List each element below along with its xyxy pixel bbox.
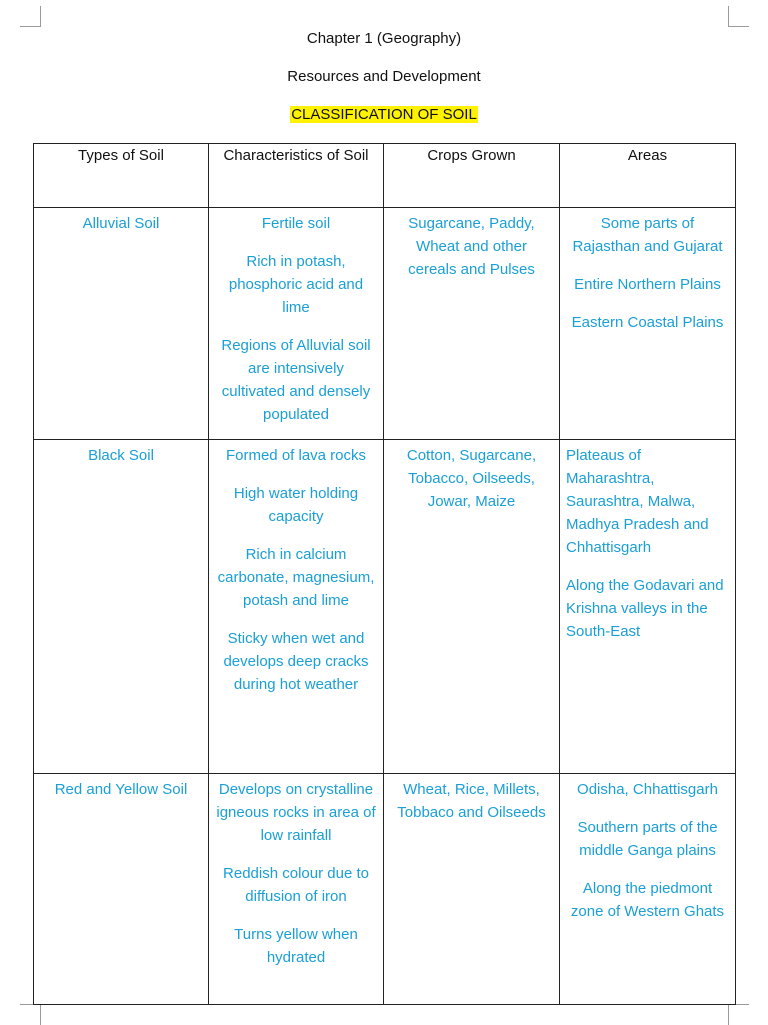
area-item: Entire Northern Plains (574, 276, 721, 293)
document-subtitle: Resources and Development (287, 68, 481, 85)
areas-cell (560, 208, 736, 440)
crops-item: Cotton, Sugarcane, Tobacco, Oilseeds, Jowar, Maize (406, 447, 537, 510)
crops-item: Wheat, Rice, Millets, Tobbaco and Oilseeds (397, 781, 546, 821)
area-item: Some parts of Rajasthan and Gujarat (572, 215, 723, 255)
area-item: Along the Godavari and Krishna valleys in the South-East (566, 577, 724, 640)
characteristic-item: Turns yellow when hydrated (234, 926, 358, 966)
table-row-black-soil (34, 440, 736, 774)
characteristics-cell (209, 208, 384, 440)
document-title: Chapter 1 (Geography) (306, 30, 462, 47)
soil-type-name: Red and Yellow Soil (54, 781, 188, 798)
soil-type-cell (34, 774, 209, 1005)
soil-type-cell (34, 208, 209, 440)
soil-type-name: Black Soil (88, 447, 154, 464)
characteristic-item: Regions of Alluvial soil are intensively cultivated and densely populated (221, 337, 371, 423)
characteristic-item: Sticky when wet and develops deep cracks during hot weather (223, 630, 369, 693)
area-item: Plateaus of Maharashtra, Saurashtra, Malwa, Madhya Pradesh and Chhattisgarh (566, 447, 709, 556)
areas-cell (560, 440, 736, 774)
crops-cell (384, 774, 560, 1005)
header-types-of-soil: Types of Soil (34, 144, 209, 208)
table-row-alluvial-soil (34, 208, 736, 440)
characteristic-item: Fertile soil (261, 215, 331, 232)
soil-classification-table (33, 143, 736, 1005)
page-corner-mark-top-left (20, 6, 41, 27)
section-heading-text: CLASSIFICATION OF SOIL (291, 106, 477, 123)
soil-type-cell (34, 440, 209, 774)
area-item: Southern parts of the middle Ganga plains (577, 819, 718, 859)
page-corner-mark-bottom-right (728, 1004, 749, 1025)
soil-type-name: Alluvial Soil (82, 215, 160, 232)
characteristic-item: Develops on crystalline igneous rocks in area of low rainfall (216, 781, 376, 844)
characteristic-item: Formed of lava rocks (225, 447, 367, 464)
header-characteristics: Characteristics of Soil (209, 144, 384, 208)
table-header-row (34, 144, 736, 208)
area-item: Eastern Coastal Plains (571, 314, 724, 331)
crops-cell (384, 440, 560, 774)
characteristic-item: High water holding capacity (233, 485, 359, 525)
header-crops-grown: Crops Grown (384, 144, 560, 208)
table-row-red-and-yellow-soil (34, 774, 736, 1005)
header-areas: Areas (560, 144, 736, 208)
characteristics-cell (209, 440, 384, 774)
area-item: Along the piedmont zone of Western Ghats (570, 880, 725, 920)
area-item: Odisha, Chhattisgarh (577, 781, 718, 798)
characteristic-item: Rich in calcium carbonate, magnesium, potash and lime (217, 546, 375, 609)
characteristic-item: Reddish colour due to diffusion of iron (223, 865, 369, 905)
page-corner-mark-bottom-left (20, 1004, 41, 1025)
crops-cell (384, 208, 560, 440)
page-corner-mark-top-right (728, 6, 749, 27)
characteristic-item: Rich in potash, phosphoric acid and lime (228, 253, 364, 316)
areas-cell (560, 774, 736, 1005)
crops-item: Sugarcane, Paddy, Wheat and other cereals and Pulses (408, 215, 535, 278)
section-heading (0, 105, 768, 125)
characteristics-cell (209, 774, 384, 1005)
